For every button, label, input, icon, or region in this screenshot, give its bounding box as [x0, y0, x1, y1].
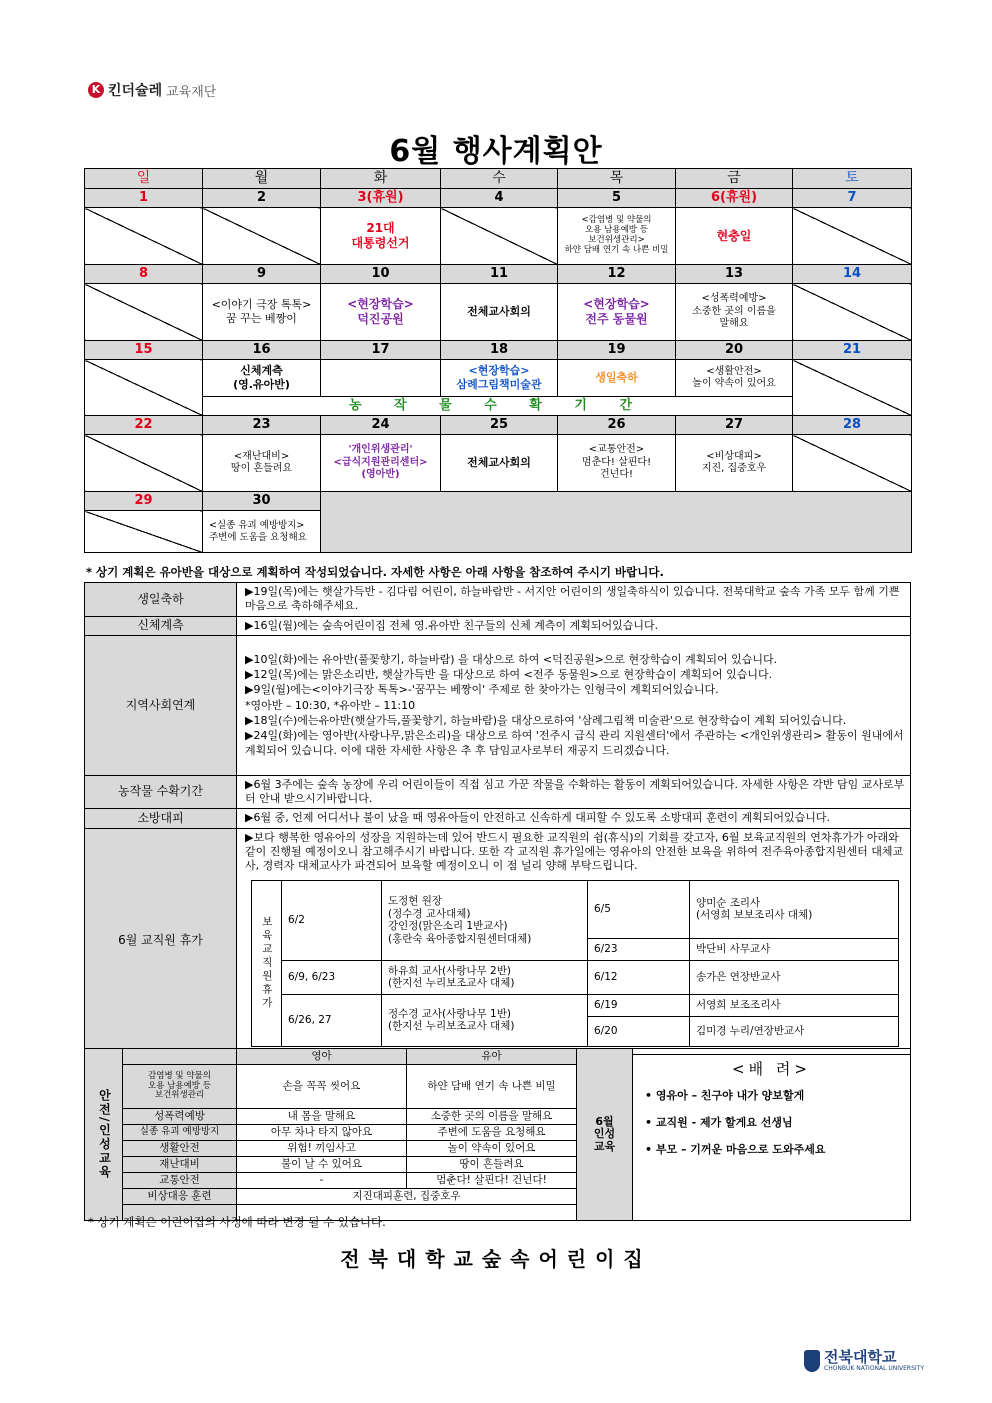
event-staff-meeting-2: 전체교사회의 [441, 435, 558, 492]
empty-day-cell [793, 435, 912, 492]
event-evacuation: <비상대피> 지진, 집중호우 [676, 435, 793, 492]
date-cell: 18 [441, 341, 558, 360]
detail-line: ▶보다 행복한 영유아의 성장을 지원하는데 있어 반드시 필요한 교직원의 쉼(휴식)의 기회를 갖고자, 6월 보육교직원의 연차휴가가 아래와 같이 진행될 예정이오니 참고해주시기 바랍니다. 또한 각 교직원 휴가일에는 영유아의 안전한 보육을 위하여 전주육아종합지원센터 대체교사, 경력자 대체교사가 파견되어 보육할 예정이오니 이 점 널리 양해 부탁드립니다. [245, 830, 904, 873]
vacation-who: 박단비 사무교사 [690, 938, 899, 960]
safety-infant: 내 몸을 말해요 [237, 1109, 407, 1125]
vacation-date: 6/20 [588, 1016, 690, 1046]
event-hygiene: '개인위생관리' <급식지원관리센터> (영아반) [321, 435, 441, 492]
safety-child: 소중한 곳의 이름을 말해요 [407, 1109, 577, 1125]
week1-dates [85, 189, 912, 208]
weekday-header-row [85, 169, 912, 189]
week1-events [85, 208, 912, 265]
detail-line: ▶10일(화)에는 유아반(풀꽃향기, 하늘바람) 을 대상으로 하여 <덕진공원>으로 현장학습이 계획되어 있습니다. [245, 652, 778, 666]
empty-day-cell [85, 284, 203, 341]
date-cell: 12 [558, 265, 676, 284]
vacation-who: 서영희 보조조리사 [690, 994, 899, 1016]
week4-dates [85, 416, 912, 435]
vacation-date: 6/19 [588, 994, 690, 1016]
safety-child: 하얀 담배 연기 속 나쁜 비밀 [407, 1065, 577, 1109]
detail-line: *영아반 – 10:30, *유아반 – 11:10 [245, 698, 416, 712]
vacation-who: 김미경 누리/연장반교사 [690, 1016, 899, 1046]
baeryeo-line: • 부모 – 기꺼운 마음으로 도와주세요 [645, 1142, 826, 1156]
detail-row [85, 828, 911, 1054]
event-election: 21대 대통령선거 [321, 208, 441, 265]
detail-label: 신체계측 [85, 616, 237, 635]
weekday-mon: 월 [203, 169, 321, 189]
detail-row [85, 809, 911, 828]
date-cell: 23 [203, 416, 321, 435]
event-body-measure: 신체계측 (영.유아반) [203, 360, 321, 397]
date-cell: 19 [558, 341, 676, 360]
detail-line: ▶9일(월)에는<이야기극장 톡톡>-'꿈꾸는 베짱이' 주제로 한 찾아가는 인형극이 계획되어있습니다. [245, 683, 719, 697]
safety-child: 주변에 도움을 요청해요 [407, 1125, 577, 1141]
foundation-logo [88, 80, 216, 100]
empty-day-cell [441, 208, 558, 265]
date-cell: 26 [558, 416, 676, 435]
logo-brand: 킨더슐레 [108, 83, 163, 99]
col-child: 유아 [407, 1049, 577, 1065]
event-traffic: <교통안전> 멈춘다! 살핀다! 건넌다! [558, 435, 676, 492]
logo-sub: 교육재단 [166, 84, 217, 100]
date-cell: 7 [793, 189, 912, 208]
date-cell: 3(휴원) [321, 189, 441, 208]
note-top: * 상기 계획은 유아반을 대상으로 계획하여 작성되었습니다. 자세한 사항은 아래 사항을 참조하여 주시기 바랍니다. [86, 565, 664, 579]
week3-dates [85, 341, 912, 360]
detail-row [85, 583, 911, 617]
vacation-date: 6/12 [588, 960, 690, 994]
date-cell: 5 [558, 189, 676, 208]
baeryeo-box [633, 1049, 911, 1221]
detail-row [85, 775, 911, 809]
weekday-tue: 화 [321, 169, 441, 189]
university-emblem-icon [804, 1350, 820, 1372]
safety-table [84, 1048, 911, 1221]
empty-day-cell [321, 360, 441, 397]
date-cell: 20 [676, 341, 793, 360]
empty-day-cell [85, 208, 203, 265]
safety-child: 멈춘다! 살핀다! 건넌다! [407, 1173, 577, 1189]
vacation-row [252, 960, 899, 994]
detail-line: ▶12일(목)에는 맑은소리반, 햇살가득반 을 대상으로 하여 <전주 동물원>으로 현장학습이 계획되어 있습니다. [245, 668, 773, 682]
university-name: 전북대학교 [824, 1348, 897, 1366]
weekday-sun: 일 [85, 169, 203, 189]
event-field-trip-zoo: <현장학습> 전주 동물원 [558, 284, 676, 341]
event-birthday: 생일축하 [558, 360, 676, 397]
date-cell: 9 [203, 265, 321, 284]
vacation-row [252, 880, 899, 938]
date-cell: 22 [85, 416, 203, 435]
empty-day-cell [793, 360, 912, 416]
logo-k-icon: K [88, 82, 104, 98]
safety-item: 실종 유괴 예방방지 [123, 1125, 237, 1141]
vacation-side-label: 보육교직원휴가 [252, 880, 282, 1046]
empty-day-cell [793, 208, 912, 265]
detail-label: 생일축하 [85, 583, 237, 617]
baeryeo-title: <배 려> [732, 1060, 811, 1078]
date-cell: 6(휴원) [676, 189, 793, 208]
vacation-who: 정수경 교사(사랑나무 1반) (한지선 누리보조교사 대체) [382, 994, 588, 1046]
baeryeo-line: • 교직원 - 제가 할게요 선생님 [645, 1115, 793, 1129]
date-cell: 28 [793, 416, 912, 435]
weekday-sat: 토 [793, 169, 912, 189]
detail-line: ▶6월 중, 언제 어디서나 불이 났을 때 영유아들이 안전하고 신속하게 대피할 수 있도록 소방대피 훈련이 계획되어있습니다. [245, 811, 830, 825]
page-title: 6월 행사계획안 [389, 134, 603, 169]
date-cell: 15 [85, 341, 203, 360]
weekday-fri: 금 [676, 169, 793, 189]
safety-side-label: 안전/인성교육 [85, 1049, 123, 1221]
event-field-trip-museum: <현장학습> 삼례그림책미술관 [441, 360, 558, 397]
detail-text [237, 775, 911, 809]
safety-item: 재난대비 [123, 1157, 237, 1173]
date-cell: 21 [793, 341, 912, 360]
event-violence-prevention: <성폭력예방> 소중한 곳의 이름을 말해요 [676, 284, 793, 341]
detail-text [237, 809, 911, 828]
date-cell: 1 [85, 189, 203, 208]
safety-infant: 손을 꼭꼭 씻어요 [237, 1065, 407, 1109]
safety-infant: 아무 차나 타지 않아요 [237, 1125, 407, 1141]
event-health: <감염병 및 약물의 오용 남용예방 등 보건위생관리> 하얀 담배 연기 속 나쁜 비밀 [558, 208, 676, 265]
university-logo [804, 1350, 924, 1372]
safety-item: 교통안전 [123, 1173, 237, 1189]
safety-infant: 불이 날 수 있어요 [237, 1157, 407, 1173]
date-cell: 14 [793, 265, 912, 284]
event-missing-prevention: <실종 유괴 예방방지> 주변에 도움을 요청해요 [203, 511, 321, 553]
event-disaster: <재난대비> 땅이 흔들려요 [203, 435, 321, 492]
note-bottom: * 상기 계획은 어린이집의 사정에 따라 변경 될 수 있습니다. [88, 1215, 386, 1229]
date-cell: 17 [321, 341, 441, 360]
date-cell: 16 [203, 341, 321, 360]
detail-label: 농작물 수확기간 [85, 775, 237, 809]
vacation-date: 6/2 [282, 880, 382, 960]
details-table [84, 582, 911, 1055]
detail-text [237, 635, 911, 775]
vacation-table [251, 880, 899, 1047]
vacation-who: 하유희 교사(사랑나무 2반) (한지선 누리보조교사 대체) [382, 960, 588, 994]
detail-line: ▶18일(수)에는유아반(햇살가득,풀꽃향기, 하늘바람)을 대상으로하여 '삼례그림책 미술관'으로 현장학습이 계획 되어있습니다. [245, 714, 847, 728]
character-label: 6월 인성 교육 [577, 1049, 633, 1221]
safety-corner [123, 1049, 237, 1065]
date-cell: 25 [441, 416, 558, 435]
vacation-who: 도정현 원장 (정수경 교사대체) 강인정(맑은소리 1반교사) (홍란숙 육아종합지원센터대체) [382, 880, 588, 960]
blank-area [321, 492, 912, 553]
event-staff-meeting: 전체교사회의 [441, 284, 558, 341]
vacation-date: 6/26, 27 [282, 994, 382, 1046]
vacation-date: 6/23 [588, 938, 690, 960]
daycare-name: 전북대학교숲속어린이집 [340, 1247, 652, 1271]
empty-day-cell [793, 284, 912, 341]
week4-events [85, 435, 912, 492]
col-infant: 영아 [237, 1049, 407, 1065]
june-calendar [84, 168, 912, 553]
vacation-date: 6/9, 6/23 [282, 960, 382, 994]
harvest-row [85, 397, 912, 416]
event-memorial-day: 현충일 [676, 208, 793, 265]
detail-label: 지역사회연계 [85, 635, 237, 775]
detail-text [237, 583, 911, 617]
university-text [824, 1350, 924, 1372]
empty-day-cell [85, 435, 203, 492]
week3-events [85, 360, 912, 397]
detail-line: ▶16일(월)에는 숲속어린이집 전체 영.유아반 친구들의 신체 계측이 계획되어있습니다. [245, 618, 659, 632]
date-cell: 27 [676, 416, 793, 435]
safety-infant: 위험! 끼임사고 [237, 1141, 407, 1157]
empty-day-cell [85, 511, 203, 553]
safety-item: 성폭력예방 [123, 1109, 237, 1125]
weekday-thu: 목 [558, 169, 676, 189]
date-cell: 30 [203, 492, 321, 511]
safety-item: 감염병 및 약물의 오용 남용예방 등 보건위생관리 [123, 1065, 237, 1109]
vacation-who: 송가은 연장반교사 [690, 960, 899, 994]
baeryeo-line: • 영유아 – 친구야 내가 양보할게 [645, 1089, 805, 1103]
date-cell: 2 [203, 189, 321, 208]
safety-item: 생활안전 [123, 1141, 237, 1157]
harvest-period: 농 작 물 수 확 기 간 [203, 397, 793, 416]
week2-events [85, 284, 912, 341]
detail-line: ▶19일(목)에는 햇살가득반 - 김다림 어린이, 하늘바람반 - 서지안 어린이의 생일축하식이 있습니다. 전북대학교 숲속 가족 모두 함께 기쁜 마음으로 축하해주세요. [245, 585, 900, 613]
weekday-wed: 수 [441, 169, 558, 189]
detail-line: ▶6월 3주에는 숲속 농장에 우리 어린이들이 직접 심고 가꾼 작물을 수확하는 활동이 계획되어있습니다. 자세한 사항은 각반 담임 교사로부터 안내 받으시기바랍니다. [245, 777, 905, 806]
detail-row [85, 635, 911, 775]
week5-dates [85, 492, 912, 511]
event-field-trip-park: <현장학습> 덕진공원 [321, 284, 441, 341]
safety-item: 비상대응 훈련 [123, 1189, 237, 1205]
date-cell: 29 [85, 492, 203, 511]
date-cell: 24 [321, 416, 441, 435]
event-puppet-show: <이야기 극장 톡톡> 꿈 꾸는 베짱이 [203, 284, 321, 341]
detail-row [85, 616, 911, 635]
vacation-date: 6/5 [588, 880, 690, 938]
vacation-row [252, 994, 899, 1016]
detail-label: 6월 교직원 휴가 [85, 828, 237, 1054]
detail-text [237, 828, 911, 1054]
university-name-en: CHONBUK NATIONAL UNIVERSITY [824, 1365, 925, 1372]
date-cell: 10 [321, 265, 441, 284]
empty-day-cell [85, 360, 203, 416]
event-life-safety: <생활안전> 놀이 약속이 있어요 [676, 360, 793, 397]
week2-dates [85, 265, 912, 284]
date-cell: 13 [676, 265, 793, 284]
detail-label: 소방대피 [85, 809, 237, 828]
date-cell: 8 [85, 265, 203, 284]
safety-emergency: 지진대피훈련, 집중호우 [237, 1189, 577, 1205]
safety-infant: - [237, 1173, 407, 1189]
detail-line: ▶24일(화)에는 영아반(사랑나무,맑은소리)을 대상으로 하여 '전주시 급식 관리 지원센터'에서 주관하는 <개인위생관리> 활동이 원내에서 계획되어 있습니다. 이에 대한 자세한 사항은 추 후 담임교사로부터 재공지 드리겠습니다. [245, 729, 904, 757]
safety-child: 땅이 흔들려요 [407, 1157, 577, 1173]
empty-day-cell [203, 208, 321, 265]
vacation-who: 양미순 조리사 (서영희 보보조리사 대체) [690, 880, 899, 938]
safety-child: 놀이 약속이 있어요 [407, 1141, 577, 1157]
date-cell: 11 [441, 265, 558, 284]
date-cell: 4 [441, 189, 558, 208]
detail-text [237, 616, 911, 635]
safety-header-row [85, 1049, 911, 1065]
